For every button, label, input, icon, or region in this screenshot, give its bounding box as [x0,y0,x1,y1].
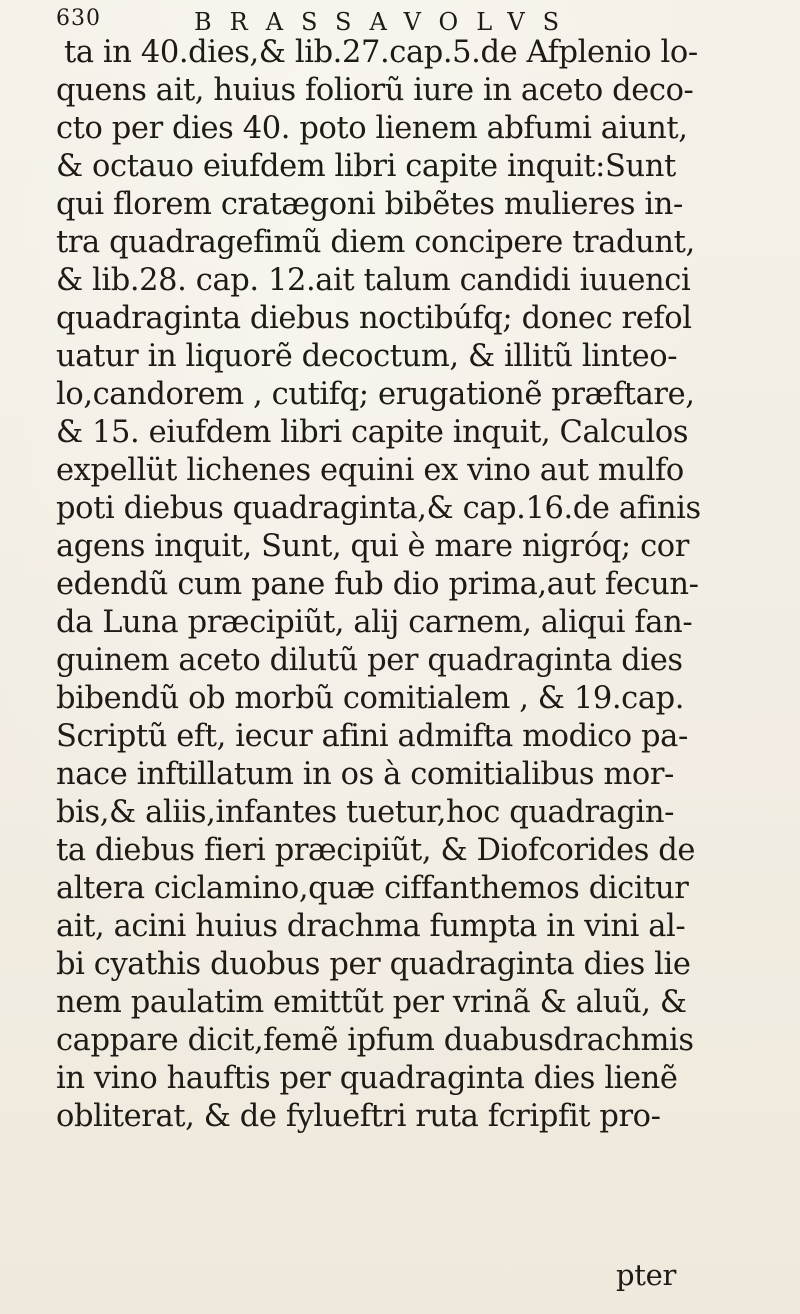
text-line: cappare dicit,femẽ ipfum duabusdrachmis [56,1023,694,1058]
text-line: lo,candorem , cutifq; erugationẽ præftare, [56,377,695,412]
text-line: agens inquit, Sunt, qui è mare nigróq; cor [56,529,689,564]
text-line: Scriptũ eft, iecur afini admifta modico pa- [56,719,688,754]
text-line: altera ciclamino,quæ ciffanthemos dicitur [56,871,689,906]
text-line: tra quadragefimũ diem concipere tradunt, [56,225,695,260]
catchword: pter [616,1258,677,1292]
text-line: edendũ cum pane fub dio prima,aut fecun- [56,567,699,602]
text-line: nace inftillatum in os à comitialibus mor- [56,757,674,792]
text-line: nem paulatim emittũt per vrinã & aluũ, & [56,985,687,1020]
text-line: poti diebus quadraginta,& cap.16.de afinis [56,491,701,526]
text-line: & 15. eiufdem libri capite inquit, Calculos [56,415,689,450]
body-text [56,36,736,1276]
text-line: bi cyathis duobus per quadraginta dies lie [56,947,691,982]
text-line: uatur in liquorẽ decoctum, & illitũ linteo- [56,339,678,374]
text-line: ait, acini huius drachma fumpta in vini al- [56,909,686,944]
text-line: ta in 40.dies,& lib.27.cap.5.de Afplenio lo- [64,35,698,70]
text-line: cto per dies 40. poto lienem abfumi aiunt, [56,111,688,146]
text-line: & lib.28. cap. 12.ait talum candidi iuuenci [56,263,691,298]
text-line: quadraginta diebus noctibúfq; donec refol [56,301,692,336]
text-line: obliterat, & de fylueftri ruta fcripfit pro- [56,1099,661,1134]
text-line: quens ait, huius foliorũ iure in aceto deco- [56,73,694,108]
text-line: guinem aceto dilutũ per quadraginta dies [56,643,683,678]
text-line: da Luna præcipiũt, alij carnem, aliqui fan- [56,605,693,640]
text-line: & octauo eiufdem libri capite inquit:Sunt [56,149,676,184]
page-number: 630 [56,6,101,31]
text-line: ta diebus fieri præcipiũt, & Diofcorides de [56,833,696,868]
text-line: bibendũ ob morbũ comitialem , & 19.cap. [56,681,685,716]
running-head: BRASSAVOLVS [194,8,578,36]
text-line: expellüt lichenes equini ex vino aut mulfo [56,453,684,488]
text-line: bis,& aliis,infantes tuetur,hoc quadragin- [56,795,675,830]
text-line: in vino hauftis per quadraginta dies lienẽ [56,1061,678,1096]
text-line: qui florem cratægoni bibẽtes mulieres in- [56,187,683,222]
